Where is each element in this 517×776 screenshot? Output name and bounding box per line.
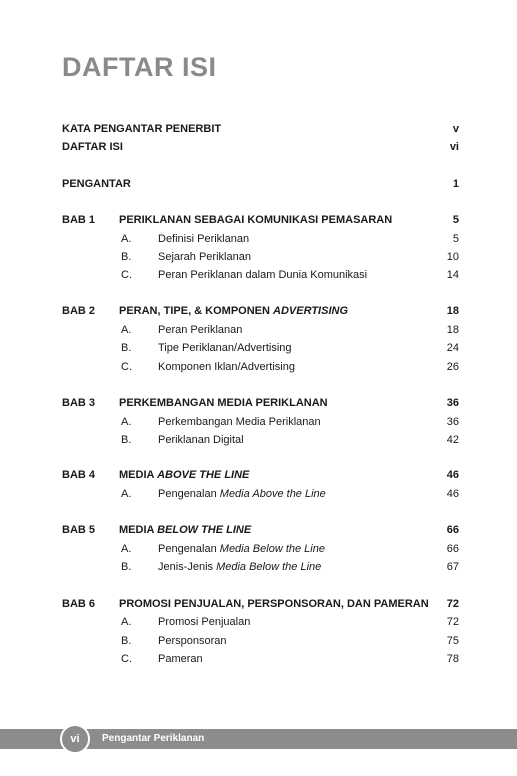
- page-number: 67: [446, 561, 459, 573]
- page-number: 75: [446, 635, 459, 647]
- entry-title: [158, 414, 321, 430]
- toc-section-row: [62, 432, 459, 448]
- toc-section-row: [62, 633, 459, 649]
- entry-title: [62, 139, 123, 155]
- toc-section-row: [62, 340, 459, 356]
- entry-title: [158, 432, 244, 448]
- entry-title: [158, 340, 292, 356]
- entry-title-text: Peran Periklanan: [158, 324, 243, 336]
- page-number: 46: [446, 469, 459, 481]
- section-letter: B.: [121, 561, 132, 573]
- entry-title-text: Jenis-Jenis: [158, 561, 217, 573]
- entry-title-text: KATA PENGANTAR PENERBIT: [62, 123, 222, 135]
- toc-row: [62, 121, 459, 137]
- entry-title: [158, 614, 250, 630]
- page-number: 26: [446, 361, 459, 373]
- section-letter: C.: [121, 653, 132, 665]
- chapter-number: BAB 4: [62, 469, 96, 481]
- entry-title-italic: BELOW THE LINE: [157, 524, 252, 536]
- page-number: 46: [446, 488, 459, 500]
- page-number: 14: [446, 269, 459, 281]
- toc-section-row: [62, 249, 459, 265]
- chapter-number: BAB 3: [62, 397, 96, 409]
- toc-row: [62, 139, 459, 155]
- toc-chapter-row: [62, 522, 459, 538]
- entry-title-text: Pengenalan: [158, 543, 220, 555]
- entry-title: [119, 522, 251, 538]
- chapter-number: BAB 6: [62, 598, 96, 610]
- page-number: 36: [446, 416, 459, 428]
- entry-title-text: Promosi Penjualan: [158, 616, 251, 628]
- entry-title-text: Sejarah Periklanan: [158, 251, 251, 263]
- page-number-badge: vi: [60, 724, 90, 754]
- entry-title-italic: ADVERTISING: [273, 305, 349, 317]
- page-number: 10: [446, 251, 459, 263]
- toc-chapter-row: [62, 596, 459, 612]
- entry-title: [119, 212, 392, 228]
- entry-title-text: MEDIA: [119, 469, 158, 481]
- toc-section-row: [62, 231, 459, 247]
- page-number: 1: [452, 178, 459, 190]
- entry-title: [158, 322, 242, 338]
- page-number: 5: [452, 214, 459, 226]
- section-letter: A.: [121, 543, 132, 555]
- entry-title: [119, 303, 348, 319]
- page-number: 66: [446, 524, 459, 536]
- entry-title: [158, 486, 326, 502]
- toc-chapter-row: [62, 395, 459, 411]
- section-letter: C.: [121, 269, 132, 281]
- page-number: 72: [446, 598, 459, 610]
- page-number: 18: [446, 324, 459, 336]
- page-number: 66: [446, 543, 459, 555]
- entry-title-text: Tipe Periklanan/Advertising: [158, 342, 292, 354]
- entry-title-text: PERKEMBANGAN MEDIA PERIKLANAN: [119, 397, 328, 409]
- toc-section-row: [62, 486, 459, 502]
- entry-title: [119, 596, 429, 612]
- toc-row: [62, 176, 459, 192]
- chapter-number: BAB 5: [62, 524, 96, 536]
- entry-title-text: PERAN, TIPE, & KOMPONEN: [119, 305, 274, 317]
- page-title: DAFTAR ISI: [62, 52, 217, 82]
- entry-title-text: MEDIA: [119, 524, 158, 536]
- toc-section-row: [62, 614, 459, 630]
- toc-section-row: [62, 559, 459, 575]
- entry-title: [119, 395, 328, 411]
- entry-title-text: Periklanan Digital: [158, 434, 244, 446]
- entry-title: [158, 541, 325, 557]
- toc-section-row: [62, 541, 459, 557]
- section-letter: A.: [121, 233, 132, 245]
- page-number: vi: [449, 141, 459, 153]
- entry-title-text: PENGANTAR: [62, 178, 131, 190]
- entry-title-italic: ABOVE THE LINE: [157, 469, 250, 481]
- toc-chapter-row: [62, 212, 459, 228]
- entry-title: [158, 651, 203, 667]
- section-letter: A.: [121, 488, 132, 500]
- chapter-number: BAB 2: [62, 305, 96, 317]
- entry-title: [158, 359, 295, 375]
- section-letter: B.: [121, 635, 132, 647]
- entry-title: [158, 633, 227, 649]
- toc-chapter-row: [62, 303, 459, 319]
- entry-title: [158, 267, 367, 283]
- entry-title: [158, 249, 251, 265]
- entry-title-text: Peran Periklanan dalam Dunia Komunikasi: [158, 269, 368, 281]
- page-number: 5: [452, 233, 459, 245]
- entry-title-text: Pameran: [158, 653, 203, 665]
- entry-title-text: Pengenalan: [158, 488, 220, 500]
- entry-title: [62, 176, 131, 192]
- section-letter: A.: [121, 616, 132, 628]
- section-letter: B.: [121, 342, 132, 354]
- page-number: 18: [446, 305, 459, 317]
- page-number: 72: [446, 616, 459, 628]
- toc-chapter-row: [62, 467, 459, 483]
- entry-title: [62, 121, 221, 137]
- entry-title-text: Komponen Iklan/Advertising: [158, 361, 295, 373]
- section-letter: A.: [121, 416, 132, 428]
- entry-title-text: PERIKLANAN SEBAGAI KOMUNIKASI PEMASARAN: [119, 214, 393, 226]
- toc-section-row: [62, 414, 459, 430]
- page-number: 36: [446, 397, 459, 409]
- entry-title-text: Perkembangan Media Periklanan: [158, 416, 321, 428]
- entry-title: [158, 231, 249, 247]
- section-letter: B.: [121, 251, 132, 263]
- toc-section-row: [62, 267, 459, 283]
- entry-title-italic: Media Below the Line: [216, 561, 322, 573]
- entry-title-italic: Media Above the Line: [219, 488, 326, 500]
- toc-section-row: [62, 322, 459, 338]
- chapter-number: BAB 1: [62, 214, 96, 226]
- entry-title-italic: Media Below the Line: [219, 543, 325, 555]
- entry-title-text: PROMOSI PENJUALAN, PERSPONSORAN, DAN PAMERAN: [119, 598, 429, 610]
- entry-title-text: Definisi Periklanan: [158, 233, 250, 245]
- entry-title-text: Persponsoran: [158, 635, 227, 647]
- page-number: 42: [446, 434, 459, 446]
- toc-section-row: [62, 359, 459, 375]
- entry-title: [119, 467, 249, 483]
- entry-title: [158, 559, 321, 575]
- toc-section-row: [62, 651, 459, 667]
- running-title: Pengantar Periklanan: [102, 733, 205, 744]
- section-letter: A.: [121, 324, 132, 336]
- section-letter: B.: [121, 434, 132, 446]
- page-number: v: [452, 123, 459, 135]
- page-number: 24: [446, 342, 459, 354]
- section-letter: C.: [121, 361, 132, 373]
- entry-title-text: DAFTAR ISI: [62, 141, 123, 153]
- page-number: 78: [446, 653, 459, 665]
